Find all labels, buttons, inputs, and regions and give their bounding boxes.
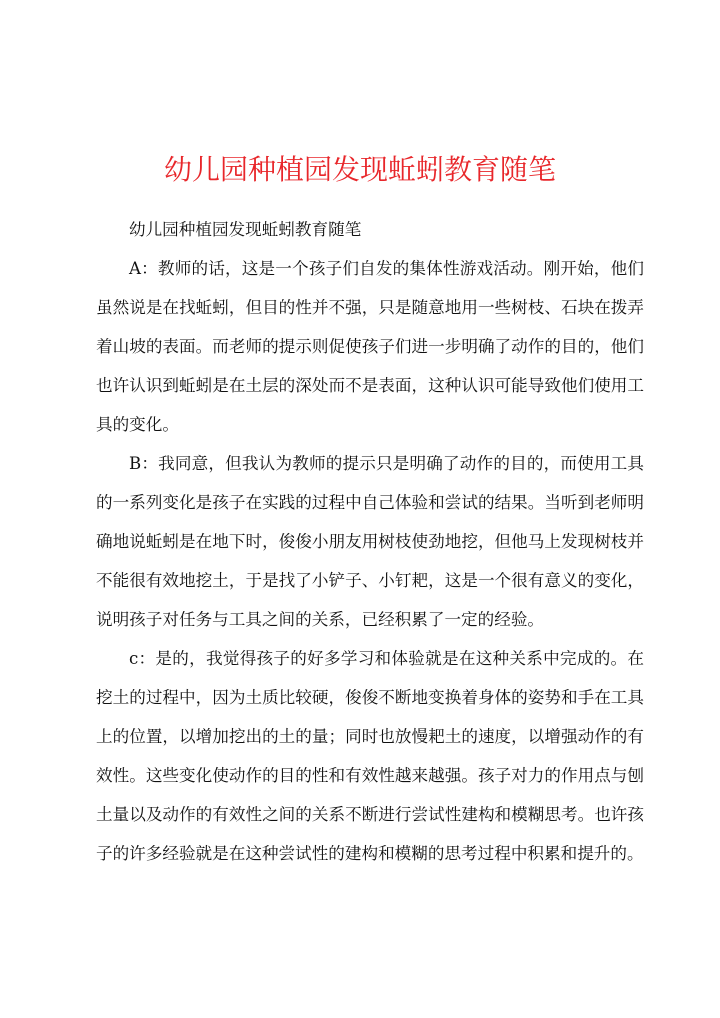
page-title: 幼儿园种植园发现蚯蚓教育随笔 — [163, 153, 556, 186]
paragraph-a: A：教师的话，这是一个孩子们自发的集体性游戏活动。刚开始，他们虽然说是在找蚯蚓，但目的性并不强，只是随意地用一些树枝、石块在拨弄着山坡的表面。而老师的提示则促使孩子们进一步明确了动作的目的，他们也许认识到蚯蚓是在土层的深处而不是表面，这种认识可能导致他们使用工具的变化。 — [96, 259, 644, 434]
document-body — [96, 210, 644, 873]
paragraph-c: c：是的，我觉得孩子的好多学习和体验就是在这种关系中完成的。在挖土的过程中，因为土质比较硬，俊俊不断地变换着身体的姿势和手在工具上的位置，以增加挖出的土的量；同时也放慢耙土的速度，以增强动作的有效性。这些变化使动作的目的性和有效性越来越强。孩子对力的作用点与刨土量以及动作的有效性之间的关系不断进行尝试性建构和模糊思考。也许孩子的许多经验就是在这种尝试性的建构和模糊的思考过程中积累和提升的。 — [96, 649, 644, 863]
paragraph-subtitle: 幼儿园种植园发现蚯蚓教育随笔 — [129, 220, 362, 239]
paragraph-b: B：我同意，但我认为教师的提示只是明确了动作的目的，而使用工具的一系列变化是孩子在实践的过程中自己体验和尝试的结果。当听到老师明确地说蚯蚓是在地下时，俊俊小朋友用树枝使劲地挖，但他马上发现树枝并不能很有效地挖土，于是找了小铲子、小钉耙，这是一个很有意义的变化，说明孩子对任务与工具之间的关系，已经积累了一定的经验。 — [96, 454, 644, 629]
